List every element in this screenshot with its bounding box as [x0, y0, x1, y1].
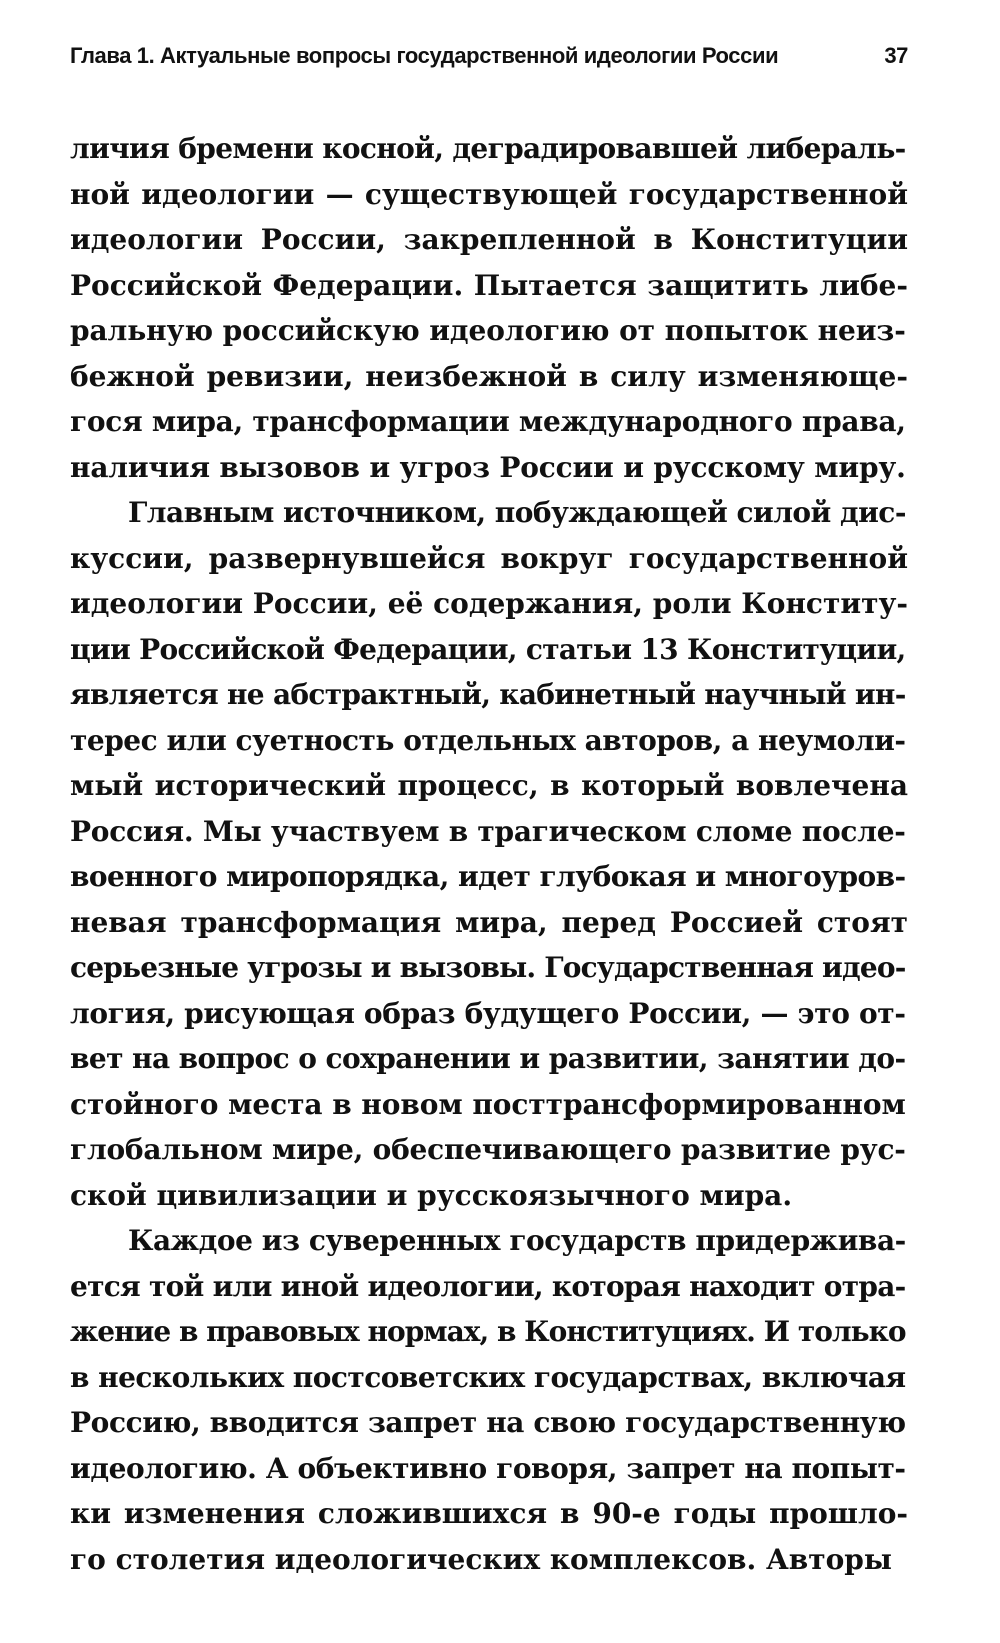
text-line: стойного места в новом посттрансформированном [70, 1087, 906, 1121]
text-line: го столетия идеологических комплексов. Авторы [70, 1542, 892, 1576]
text-line: Российской Федерации. Пытается защитить либе- [70, 268, 908, 302]
text-line: гося мира, трансформации международного права, [70, 405, 906, 438]
text-line: ки изменения сложившихся в 90-е годы прошло- [70, 1497, 908, 1530]
text-line: Россия. Мы участвуем в трагическом сломе после- [70, 814, 906, 848]
text-line: невая трансформация мира, перед Россией стоят [70, 905, 908, 939]
text-line: идеологии России, её содержания, роли Конститу- [70, 587, 908, 620]
text-line: серьезные угрозы и вызовы. Государственная идео- [70, 951, 906, 984]
text-line: ется той или иной идеологии, которая находит отра- [70, 1269, 906, 1303]
page-number: 37 [884, 43, 908, 68]
paragraph-2 [70, 490, 908, 1218]
text-line: наличия вызовов и угроз России и русскому миру. [70, 450, 906, 484]
paragraph-1 [70, 126, 908, 490]
text-line: личия бремени косной, деградировавшей либераль- [70, 132, 906, 165]
text-line: мый исторический процесс, в который вовлечена [70, 769, 908, 802]
text-line: военного миропорядка, идет глубокая и многоуров- [70, 860, 906, 893]
text-line: Главным источником, побуждающей силой дис- [128, 496, 906, 529]
text-line: жение в правовых нормах, в Конституциях. И только [70, 1315, 906, 1348]
text-line: вет на вопрос о сохранении и развитии, занятии до- [70, 1042, 906, 1075]
text-line: куссии, развернувшейся вокруг государственной [70, 541, 908, 575]
text-line: идеологии России, закрепленной в Конституции [70, 223, 908, 256]
text-line: в нескольких постсоветских государствах, включая [70, 1360, 906, 1394]
text-line: логия, рисующая образ будущего России, — это от- [70, 996, 906, 1030]
text-line: ной идеологии — существующей государственной [70, 177, 908, 211]
text-line: ции Российской Федерации, статьи 13 Конституции, [70, 632, 906, 666]
text-line: глобальном мире, обеспечивающего развитие рус- [70, 1133, 906, 1166]
text-line: Россию, вводится запрет на свою государственную [70, 1406, 906, 1439]
body-text [70, 126, 908, 1582]
running-header [70, 36, 908, 76]
text-line: ральную российскую идеологию от попыток неиз- [70, 314, 906, 347]
text-line: Каждое из суверенных государств придержива- [128, 1224, 906, 1257]
chapter-title: Глава 1. Актуальные вопросы государственной идеологии России [70, 43, 779, 68]
text-line: является не абстрактный, кабинетный научный ин- [70, 678, 906, 711]
text-line: ской цивилизации и русскоязычного мира. [70, 1178, 793, 1212]
text-line: идеологию. А объективно говоря, запрет на попыт- [70, 1451, 906, 1485]
paragraph-3 [70, 1218, 908, 1582]
text-line: терес или суетность отдельных авторов, а неумоли- [70, 723, 906, 757]
text-line: бежной ревизии, неизбежной в силу изменяюще- [70, 359, 908, 393]
